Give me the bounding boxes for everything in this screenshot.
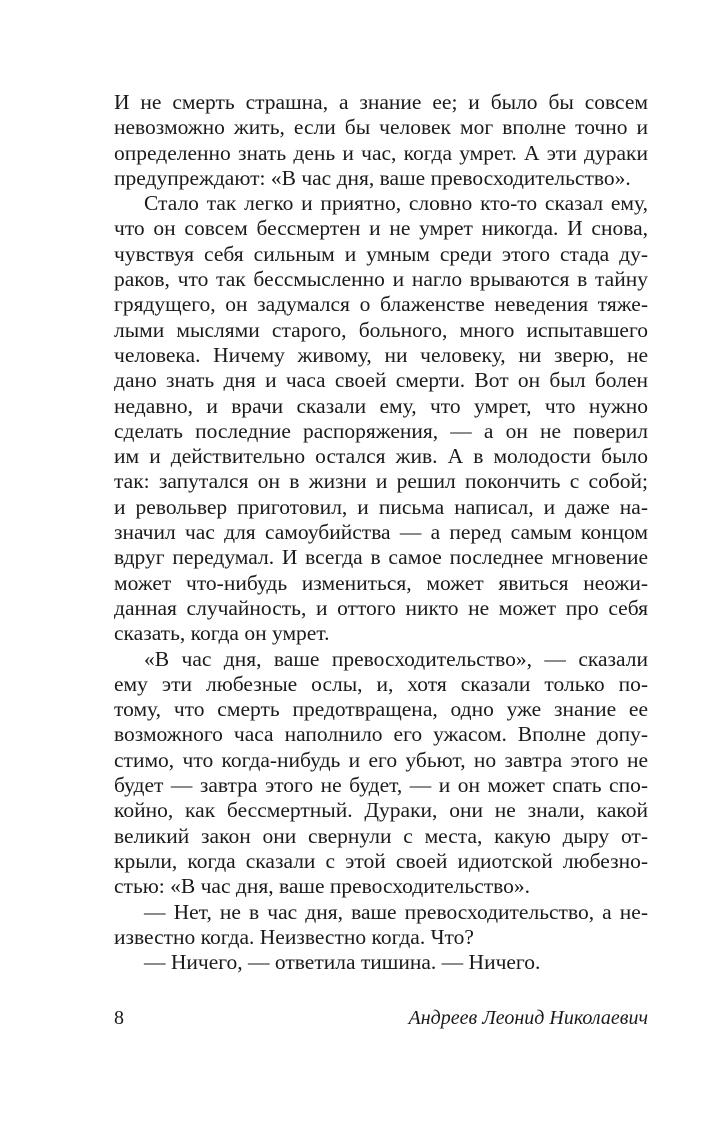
- body-text: [114, 90, 648, 975]
- paragraph: [114, 191, 648, 646]
- text-line: стью: «В час дня, ваше превосходительство».: [114, 874, 531, 899]
- text-line: будет — завтра этого не будет, — и он может спать спо-: [114, 773, 648, 798]
- text-line: лыми мыслями старого, больного, много испытавшего: [114, 317, 648, 342]
- text-line: может что-нибудь измениться, может явиться неожи-: [114, 570, 648, 595]
- text-line: И не смерть страшна, а знание ее; и было бы совсем: [114, 90, 648, 114]
- text-line: Стало так легко и приятно, словно кто-то сказал ему,: [144, 191, 648, 216]
- paragraph: [114, 900, 648, 951]
- running-footer-author: Андреев Леонид Николаевич: [408, 1007, 648, 1029]
- text-line: раков, что так бессмысленно и нагло врываются в тайну: [114, 267, 648, 292]
- text-line: и револьвер приготовил, и письма написал, и даже на-: [114, 494, 648, 519]
- paragraph: [114, 647, 648, 900]
- text-line: известно когда. Неизвестно когда. Что?: [114, 924, 474, 949]
- text-line: человека. Ничему живому, ни человеку, ни зверю, не: [114, 342, 648, 367]
- text-line: великий закон они свернули с места, какую дыру от-: [114, 823, 648, 848]
- text-line: — Ничего, — ответила тишина. — Ничего.: [144, 950, 541, 975]
- text-line: им и действительно остался жив. А в молодости было: [114, 444, 648, 469]
- text-line: тому, что смерть предотвращена, одно уже знание ее: [114, 697, 648, 722]
- page-number: 8: [114, 1007, 124, 1029]
- paragraph: [114, 90, 648, 191]
- text-line: крыли, когда сказали с этой своей идиотской любезно-: [114, 848, 648, 873]
- text-line: сказать, когда он умрет.: [114, 621, 330, 646]
- text-line: так: запутался он в жизни и решил покончить с собой;: [114, 469, 648, 494]
- text-line: «В час дня, ваше превосходительство», — сказали: [144, 646, 648, 671]
- text-line: недавно, и врачи сказали ему, что умрет, что нужно: [114, 393, 648, 418]
- text-line: чувствуя себя сильным и умным среди этого стада ду-: [114, 241, 648, 266]
- text-line: данная случайность, и оттого никто не может про себя: [114, 595, 648, 620]
- text-line: предупреждают: «В час дня, ваше превосходительство».: [114, 165, 631, 190]
- text-line: грядущего, он задумался о блаженстве неведения тяже-: [114, 292, 648, 317]
- text-line: вдруг передумал. И всегда в самое последнее мгновение: [114, 545, 648, 570]
- text-line: невозможно жить, если бы человек мог вполне точно и: [114, 115, 648, 140]
- text-line: ему эти любезные ослы, и, хотя сказали только по-: [114, 671, 648, 696]
- text-line: что он совсем бессмертен и не умрет никогда. И снова,: [114, 216, 648, 241]
- text-line: дано знать дня и часа своей смерти. Вот он был болен: [114, 368, 648, 393]
- text-line: возможного часа наполнило его ужасом. Вполне допу-: [114, 722, 648, 747]
- text-line: сделать последние распоряжения, — а он не поверил: [114, 418, 648, 443]
- text-line: койно, как бессмертный. Дураки, они не знали, какой: [114, 798, 648, 823]
- page-footer: [114, 1003, 648, 1033]
- text-line: — Нет, не в час дня, ваше превосходительство, а не-: [144, 899, 648, 924]
- paragraph: [114, 950, 648, 975]
- text-line: определенно знать день и час, когда умрет. А эти дураки: [114, 140, 648, 165]
- text-line: стимо, что когда-нибудь и его убьют, но завтра этого не: [114, 747, 648, 772]
- text-line: значил час для самоубийства — а перед самым концом: [114, 520, 648, 545]
